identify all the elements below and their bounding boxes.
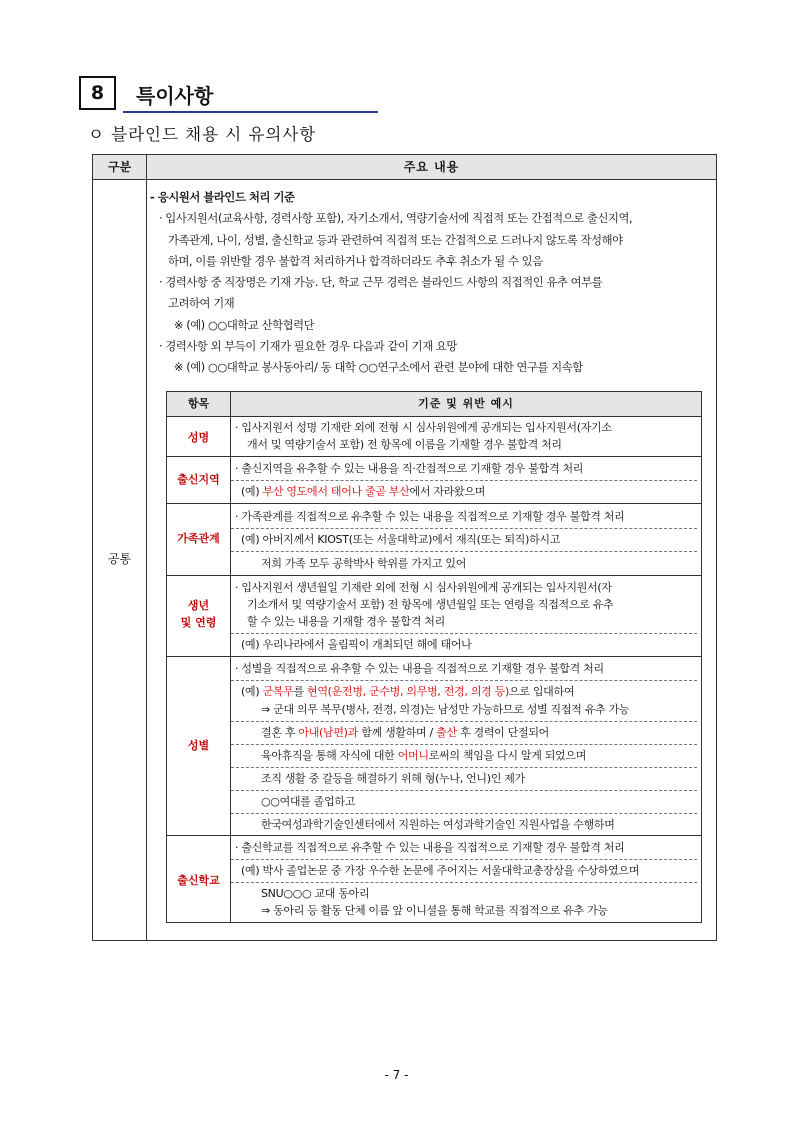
region-ex-suffix: 에서 자라왔으며	[409, 485, 486, 498]
dashed-separator	[231, 721, 697, 722]
dashed-separator	[231, 680, 697, 681]
gender-example-5: ○○여대를 졸업하고	[261, 795, 356, 808]
content-line: · 경력사항 중 직장명은 기재 가능. 단, 학교 근무 경력은 블라인드 사항의 직접적인 유추 여부를	[159, 276, 603, 290]
row-label-common: 공통	[107, 552, 132, 566]
gender-ex2-mid: 함께 생활하며 /	[358, 726, 437, 739]
birth-rule-2: 기소개서 및 역량기술서 포함) 전 항목에 생년월일 또는 연령을 직접적으로 유추	[247, 598, 614, 611]
dashed-separator	[231, 767, 697, 768]
family-example-2: 저희 가족 모두 공학박사 학위를 가지고 있어	[261, 557, 467, 570]
family-rule: · 가족관계를 직접적으로 유추할 수 있는 내용을 직접적으로 기재할 경우 불합격 처리	[235, 510, 625, 523]
section-number: 8	[79, 76, 116, 110]
row-separator	[167, 835, 701, 836]
section-title: 특이사항	[136, 84, 214, 108]
criteria-header-item: 항목	[187, 397, 210, 410]
family-example-1: (예) 아버지께서 KIOST(또는 서울대학교)에서 재직(또는 퇴직)하시고	[241, 533, 561, 546]
gender-ex3-highlight: 어머니	[397, 749, 429, 762]
content-line: ※ (예) ○○대학교 봉사동아리/ 동 대학 ○○연구소에서 관련 분야에 대한 연구를 지속함	[174, 361, 583, 375]
row-separator	[167, 575, 701, 576]
page-number: - 7 -	[384, 1068, 409, 1082]
item-birth-label-1: 생년	[187, 599, 210, 612]
row-separator	[167, 503, 701, 504]
column-divider	[146, 155, 147, 940]
birth-rule-3: 할 수 있는 내용을 기재할 경우 불합격 처리	[247, 615, 445, 628]
dashed-separator	[231, 551, 697, 552]
dashed-separator	[231, 633, 697, 634]
row-separator	[167, 656, 701, 657]
main-content	[150, 187, 710, 379]
content-line: 가족관계, 나이, 성별, 출신학교 등과 관련하여 직접적 또는 간접적으로 드러나지 않도록 작성해야	[168, 233, 623, 247]
section-underline	[123, 111, 378, 113]
header-content: 주요 내용	[403, 160, 460, 174]
name-rule-2: 개서 및 역량기술서 포함) 전 항목에 이름을 기재할 경우 불합격 처리	[247, 438, 562, 451]
item-school: 출신학교	[177, 874, 220, 887]
item-birth-label-2: 및 연령	[180, 616, 217, 629]
gender-ex2-suf: 후 경력이 단절되어	[456, 726, 550, 739]
gender-ex1-highlight-1: 군복무	[262, 685, 294, 698]
gender-ex3-pre: 육아휴직을 통해 자식에 대한	[261, 749, 398, 762]
school-example-2: SNU○○○ 교대 동아리	[261, 887, 370, 900]
gender-example-6: 한국여성과학기술인센터에서 지원하는 여성과학기술인 지원사업을 수행하며	[261, 818, 615, 831]
gender-ex1-highlight-2: 현역(운전병, 군수병, 의무병, 전경, 의경 등)	[307, 685, 509, 698]
dashed-separator	[231, 882, 697, 883]
region-rule: · 출신지역을 유추할 수 있는 내용을 직·간접적으로 기재할 경우 불합격 처리	[235, 462, 584, 475]
content-line: 하며, 이를 위반할 경우 불합격 처리하거나 합격하더라도 추후 취소가 될 수 있음	[168, 254, 543, 268]
gender-example-1-note: ⇒ 군대 의무 복무(병사, 전경, 의경)는 남성만 가능하므로 성별 직접적 유추 가능	[261, 703, 630, 716]
dashed-separator	[231, 528, 697, 529]
content-title: - 응시원서 블라인드 처리 기준	[150, 191, 295, 204]
school-example-2-note: ⇒ 동아리 등 활동 단체 이름 앞 이니셜을 통해 학교를 직접적으로 유추 가능	[261, 904, 608, 917]
birth-example: (예) 우리나라에서 올림픽이 개최되던 해에 태어나	[241, 638, 472, 651]
item-region: 출신지역	[177, 473, 220, 486]
dashed-separator	[231, 744, 697, 745]
dashed-separator	[231, 790, 697, 791]
gender-ex1-prefix: (예)	[241, 685, 263, 698]
content-line: 고려하여 기재	[168, 297, 235, 311]
gender-ex2-highlight-2: 출산	[436, 726, 457, 739]
gender-ex2-highlight-1: 아내(남편)과	[298, 726, 358, 739]
criteria-divider	[230, 392, 231, 922]
region-ex-highlight: 부산 영도에서 태어나 줄곧 부산	[262, 485, 410, 498]
region-example	[241, 483, 701, 500]
dashed-separator	[231, 480, 697, 481]
item-gender: 성별	[187, 739, 210, 752]
gender-example-4: 조직 생활 중 갈등을 해결하기 위해 형(누나, 언니)인 제가	[261, 772, 525, 785]
school-example-1: (예) 박사 졸업논문 중 가장 우수한 논문에 주어지는 서울대학교총장상을 수상하였으며	[241, 864, 640, 877]
dashed-separator	[231, 813, 697, 814]
gender-example-1	[241, 683, 701, 700]
birth-rule-1: · 입사지원서 생년월일 기재란 외에 전형 시 심사위원에게 공개되는 입사지원서(자	[235, 581, 612, 594]
gender-example-3	[261, 747, 721, 764]
content-line: · 입사지원서(교육사항, 경력사항 포함), 자기소개서, 역량기술서에 직접적 또는 간접적으로 출신지역,	[159, 212, 633, 226]
subheading: ㅇ 블라인드 채용 시 유의사항	[88, 125, 317, 144]
header-category: 구분	[107, 160, 132, 174]
gender-ex1-suffix: 으로 입대하여	[509, 685, 575, 698]
item-name: 성명	[187, 431, 210, 444]
gender-ex3-suf: 로써의 책임을 다시 알게 되었으며	[428, 749, 587, 762]
school-rule: · 출신학교를 직접적으로 유추할 수 있는 내용을 직접적으로 기재할 경우 불합격 처리	[235, 841, 625, 854]
content-line: · 경력사항 외 부득이 기재가 필요한 경우 다음과 같이 기재 요망	[159, 340, 457, 354]
gender-example-2	[261, 724, 721, 741]
name-rule-1: · 입사지원서 성명 기재란 외에 전형 시 심사위원에게 공개되는 입사지원서(자기소	[235, 421, 612, 434]
criteria-header-examples: 기준 및 위반 예시	[418, 397, 514, 410]
item-family: 가족관계	[177, 532, 220, 545]
content-line: ※ (예) ○○대학교 산학협력단	[174, 318, 315, 332]
region-ex-prefix: (예)	[241, 485, 263, 498]
dashed-separator	[231, 859, 697, 860]
row-separator	[167, 456, 701, 457]
gender-rule: · 성별을 직접적으로 유추할 수 있는 내용을 직접적으로 기재할 경우 불합격 처리	[235, 662, 604, 675]
gender-ex1-mid: 를	[293, 685, 308, 698]
gender-ex2-pre: 결혼 후	[261, 726, 299, 739]
criteria-table	[166, 391, 702, 923]
